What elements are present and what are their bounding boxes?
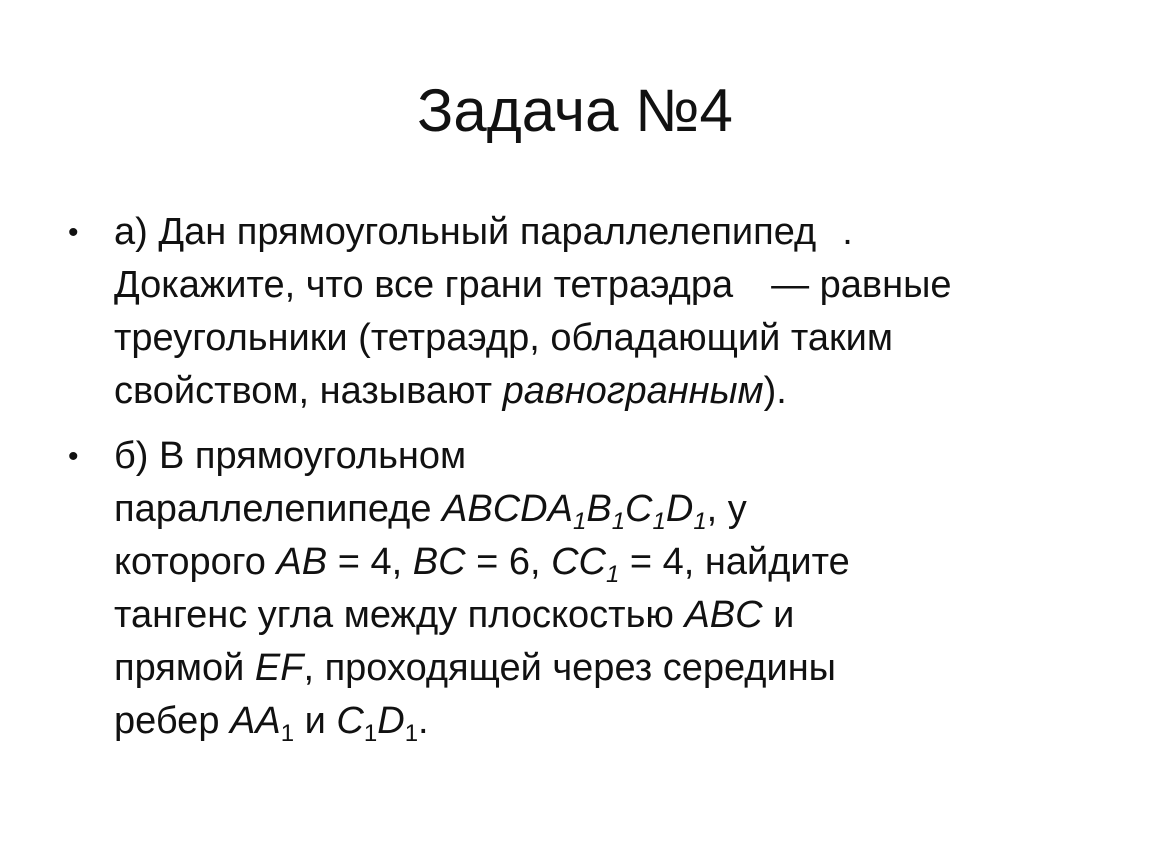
term-equifacial: равногранным bbox=[502, 370, 764, 412]
item-b-line2: параллелепипеде $ABCDA_1B_1C_1D_1$, у bbox=[114, 488, 747, 535]
slide-title: Задача №4 bbox=[417, 77, 733, 144]
item-a-line4: свойством, называют равногранным). bbox=[114, 370, 787, 412]
item-b-line6: ребер $AA_1$ и $C_1D_1$. bbox=[114, 700, 429, 747]
item-a-line3: треугольники (тетраэдр, обладающий таким bbox=[114, 317, 893, 359]
item-a-line2: Докажите, что все грани тетраэдра — равные bbox=[114, 264, 952, 306]
bullet-list bbox=[68, 206, 1078, 748]
item-a-line1: а) Дан прямоугольный параллелепипед . bbox=[114, 211, 853, 253]
bullet-marker: • bbox=[68, 440, 79, 473]
item-b-line1: б) В прямоугольном bbox=[114, 435, 467, 477]
item-b-line5: прямой EF, проходящей через середины bbox=[114, 647, 836, 689]
bullet-item-a bbox=[68, 206, 1078, 418]
item-b-line4: тангенс угла между плоскостью ABC и bbox=[114, 594, 795, 636]
item-b-line3: которого AB = 4, BC = 6, $CC_1 = 4$, найдите bbox=[114, 541, 850, 588]
parallelepiped-name: $ABCDA_1B_1C_1D_1$ bbox=[442, 488, 707, 535]
bullet-item-b bbox=[68, 430, 1078, 748]
bullet-marker: • bbox=[68, 216, 79, 249]
